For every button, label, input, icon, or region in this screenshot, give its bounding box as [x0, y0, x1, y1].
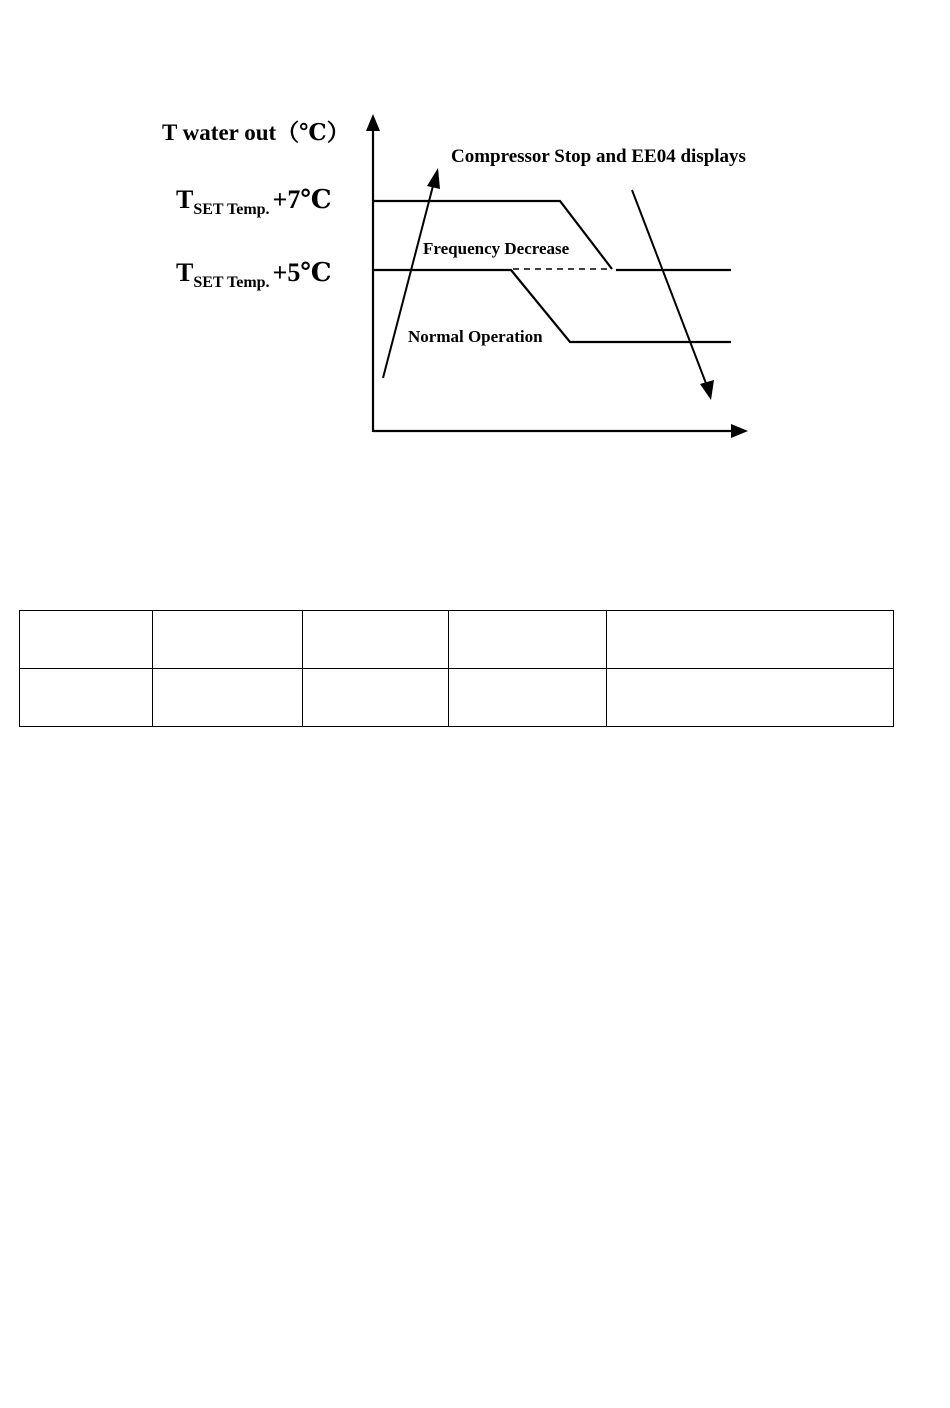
level-subscript: SET Temp.	[193, 201, 270, 218]
level-suffix: +5℃	[272, 258, 332, 287]
table-cell	[20, 611, 153, 669]
level-label-plus7	[176, 185, 332, 218]
y-axis-arrowhead	[366, 114, 380, 131]
level-suffix: +7℃	[272, 185, 332, 214]
normal-operation-label: Normal Operation	[408, 327, 543, 346]
table-cell	[20, 669, 153, 727]
table-cell	[449, 669, 607, 727]
table-cell	[153, 669, 303, 727]
rising-temperature-arrow	[383, 182, 434, 378]
table-row	[20, 669, 894, 727]
table-cell	[607, 611, 894, 669]
falling-temperature-arrow	[632, 190, 707, 386]
frequency-decrease-label: Frequency Decrease	[423, 239, 570, 258]
level-label-plus5	[176, 258, 332, 291]
table-cell	[153, 611, 303, 669]
table-cell	[607, 669, 894, 727]
table-cell	[449, 611, 607, 669]
compressor-stop-annotation: Compressor Stop and EE04 displays	[451, 146, 746, 167]
y-axis-title: T water out（℃）	[162, 120, 350, 145]
level-subscript: SET Temp.	[193, 274, 270, 291]
table-cell	[303, 669, 449, 727]
rising-arrowhead	[427, 168, 440, 189]
falling-arrowhead	[700, 380, 714, 400]
temperature-protection-diagram	[0, 0, 950, 480]
upper-threshold-line	[373, 201, 612, 269]
level-prefix: T	[176, 185, 194, 214]
level-prefix: T	[176, 258, 194, 287]
x-axis-arrowhead	[731, 424, 748, 438]
blank-table	[19, 610, 894, 727]
table-row	[20, 611, 894, 669]
table-cell	[303, 611, 449, 669]
